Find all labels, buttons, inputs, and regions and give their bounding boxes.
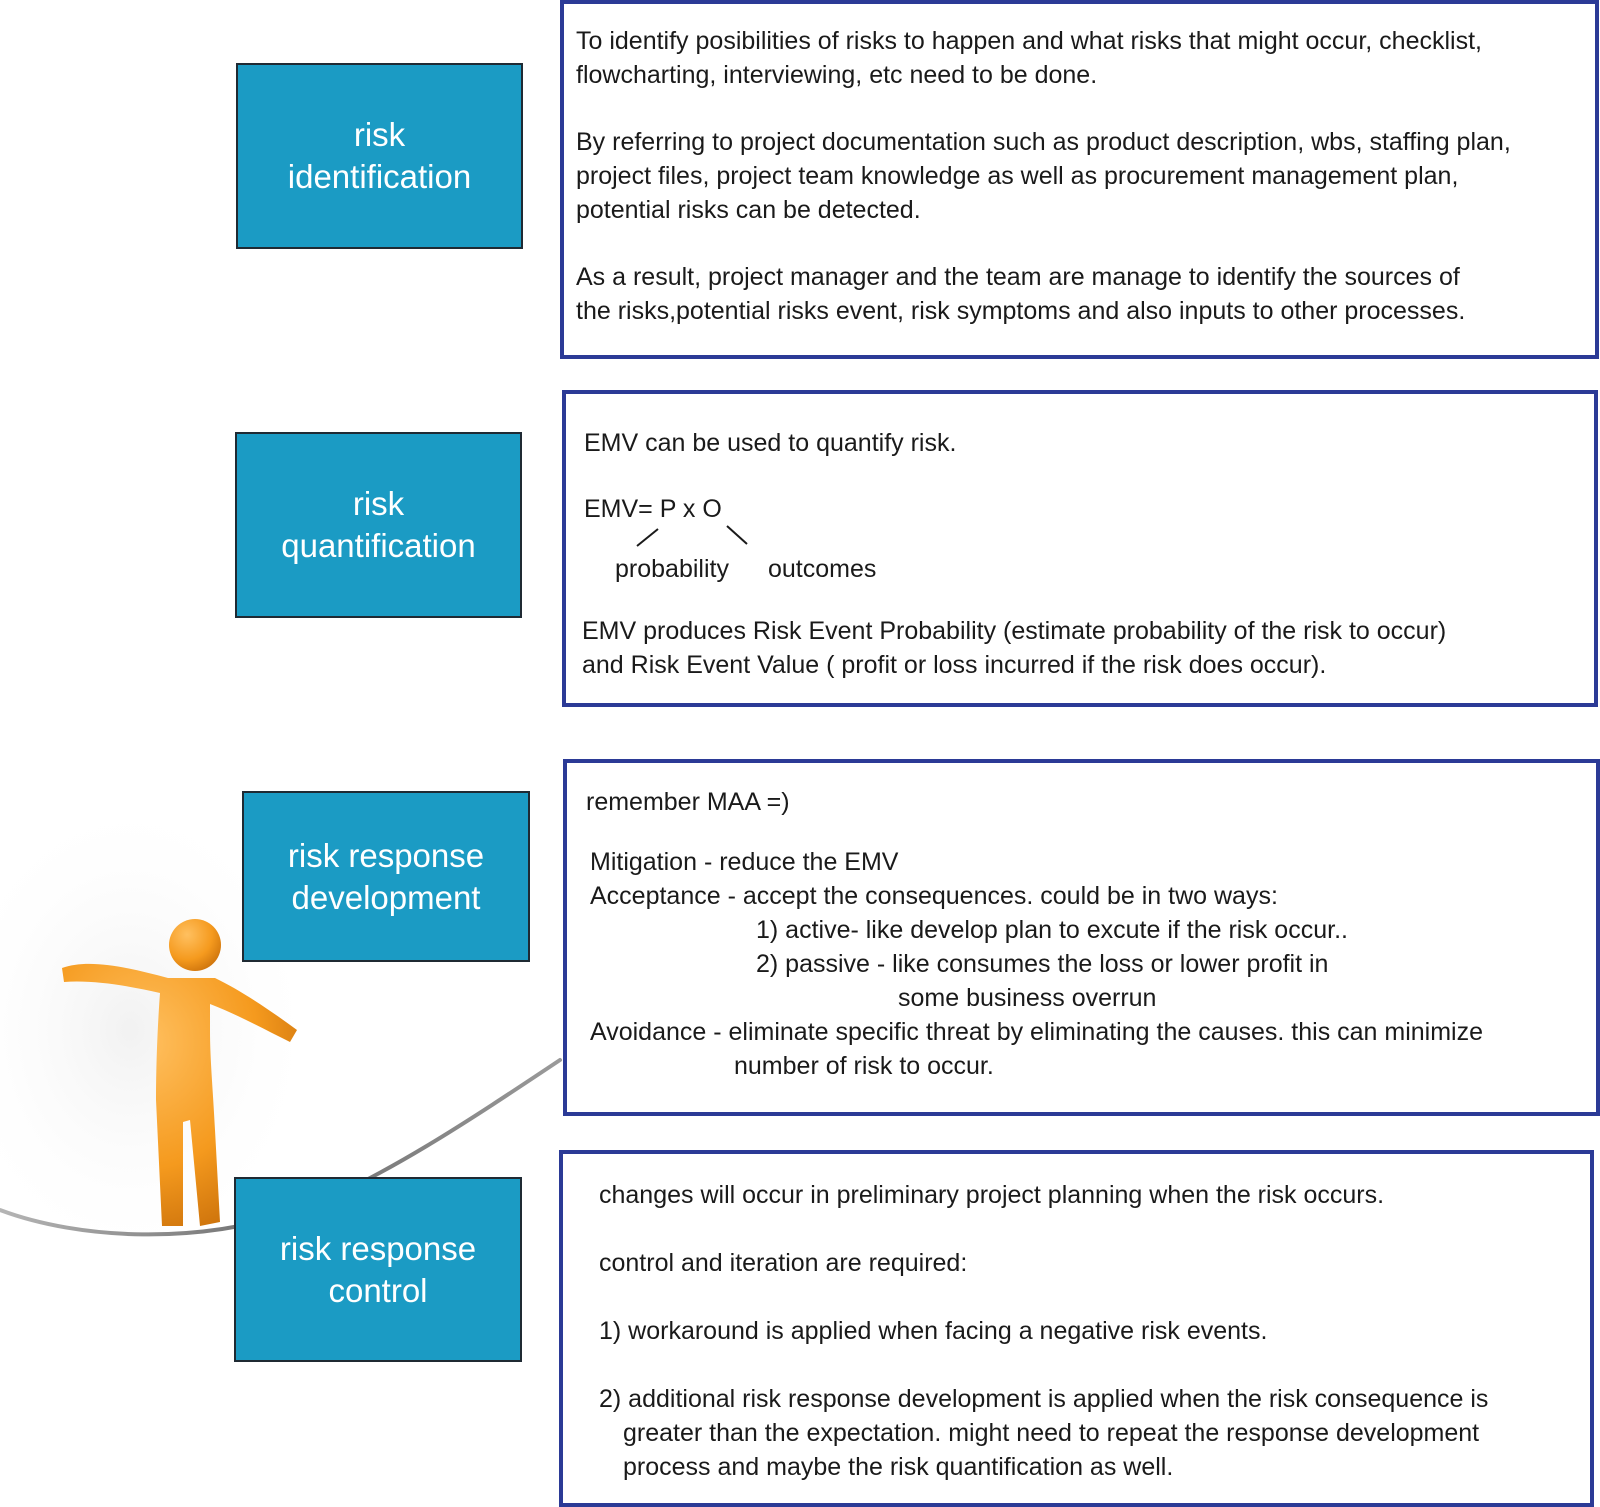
text-line: 2) passive - like consumes the loss or lower profit in: [756, 950, 1329, 978]
text-line: 1) workaround is applied when facing a negative risk events.: [599, 1317, 1268, 1345]
label-line: quantification: [281, 527, 476, 564]
text-line: To identify posibilities of risks to happen and what risks that might occur, checklist,: [576, 27, 1482, 55]
text-line: As a result, project manager and the team are manage to identify the sources of: [576, 263, 1460, 291]
text-line: By referring to project documentation such as product description, wbs, staffing plan,: [576, 128, 1511, 156]
text-line: Mitigation - reduce the EMV: [590, 848, 899, 876]
risk-identification-description: [560, 0, 1599, 359]
label-line: development: [291, 878, 481, 916]
label-line: risk: [353, 116, 406, 153]
emv-formula: EMV= P x O: [584, 495, 722, 523]
label-line: risk response: [279, 1229, 477, 1267]
probability-label: probability: [615, 555, 729, 583]
text-line: 2) additional risk response development is applied when the risk consequence is: [599, 1385, 1489, 1413]
label-line: control: [328, 1271, 428, 1309]
risk-response-control-label: [234, 1177, 522, 1362]
risk-response-development-description: [563, 759, 1600, 1116]
text-line: remember MAA =): [586, 788, 790, 816]
outcomes-label: outcomes: [768, 555, 877, 583]
label-line: identification: [287, 158, 472, 195]
text-line: and Risk Event Value ( profit or loss incurred if the risk does occur).: [582, 651, 1327, 679]
risk-quantification-label: [235, 432, 522, 618]
label-line: risk: [352, 485, 405, 522]
text-line: greater than the expectation. might need to repeat the response development: [623, 1419, 1480, 1447]
text-line: control and iteration are required:: [599, 1249, 968, 1277]
text-line: Avoidance - eliminate specific threat by eliminating the causes. this can minimize: [590, 1018, 1484, 1046]
text-line: EMV produces Risk Event Probability (estimate probability of the risk to occur): [582, 617, 1447, 645]
risk-quantification-description: [562, 390, 1598, 707]
text-line: flowcharting, interviewing, etc need to be done.: [576, 61, 1098, 89]
risk-identification-label: [236, 63, 523, 249]
text-line: changes will occur in preliminary project planning when the risk occurs.: [599, 1181, 1385, 1209]
label-line: risk response: [287, 836, 485, 874]
text-line: EMV can be used to quantify risk.: [584, 429, 957, 457]
text-line: number of risk to occur.: [734, 1052, 994, 1080]
text-line: Acceptance - accept the consequences. could be in two ways:: [590, 882, 1278, 910]
risk-response-development-label: [242, 791, 530, 962]
text-line: potential risks can be detected.: [576, 196, 921, 224]
text-line: 1) active- like develop plan to excute if the risk occur..: [756, 916, 1348, 944]
text-line: project files, project team knowledge as well as procurement management plan,: [576, 162, 1459, 190]
risk-response-control-description: [559, 1150, 1594, 1507]
text-line: some business overrun: [898, 984, 1157, 1012]
text-line: process and maybe the risk quantification as well.: [623, 1453, 1174, 1481]
text-line: the risks,potential risks event, risk symptoms and also inputs to other processes.: [576, 297, 1466, 325]
